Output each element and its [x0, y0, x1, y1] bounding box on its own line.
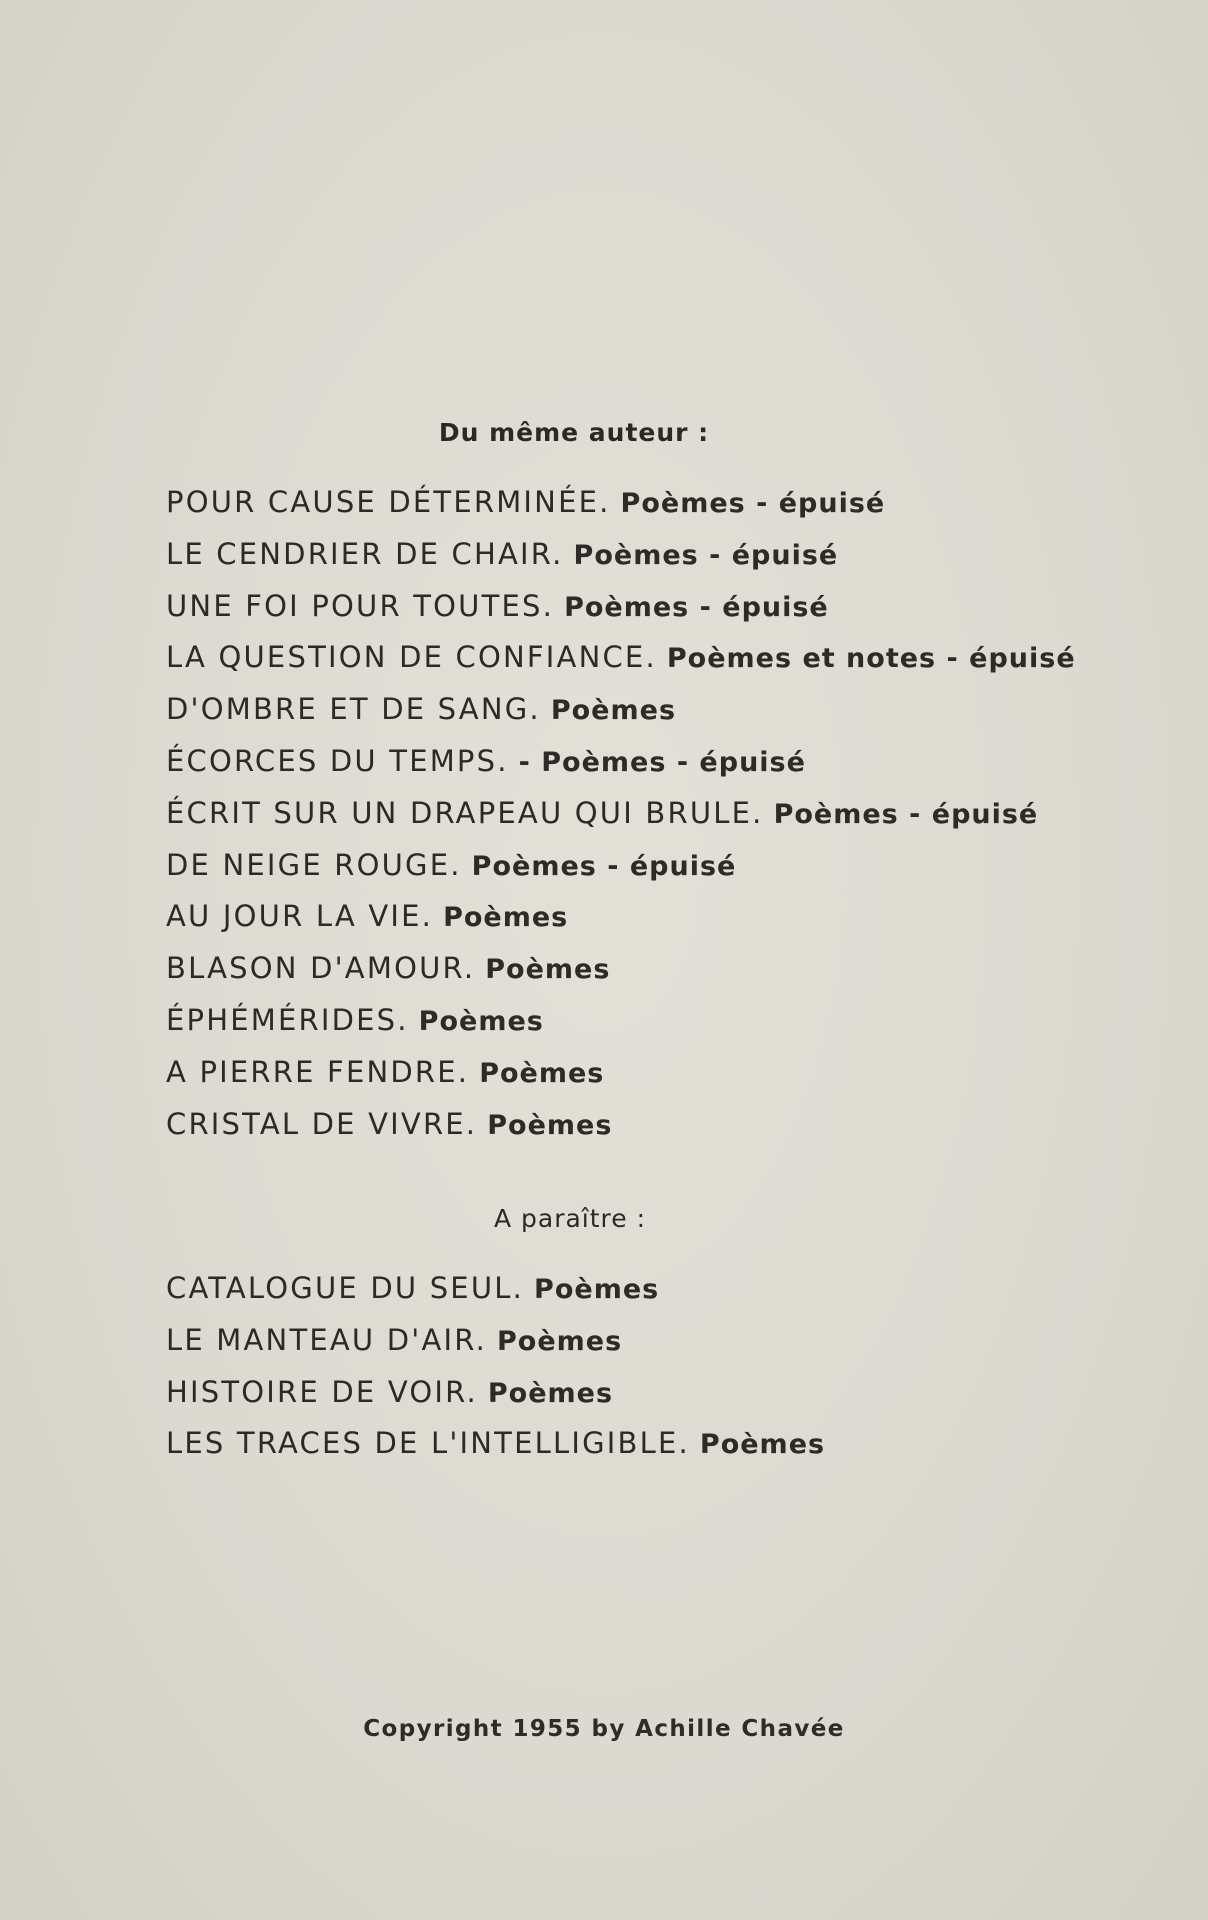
list-item: [166, 534, 1076, 586]
book-desc: Poèmes - épuisé: [620, 488, 886, 519]
book-title: HISTOIRE DE VOIR.: [166, 1374, 478, 1409]
book-title: LE CENDRIER DE CHAIR.: [166, 536, 564, 571]
list-item: [166, 637, 1076, 689]
list-item: [166, 1268, 825, 1320]
book-title: CATALOGUE DU SEUL.: [166, 1271, 525, 1305]
book-title: D'OMBRE ET DE SANG.: [166, 692, 541, 727]
book-title: A PIERRE FENDRE.: [166, 1054, 470, 1089]
list-item: [166, 482, 1076, 534]
list-item: [166, 948, 1076, 1000]
book-desc: Poèmes: [418, 1005, 544, 1037]
book-title: ÉCRIT SUR UN DRAPEAU QUI BRULE.: [166, 795, 764, 830]
forthcoming-list: [166, 1268, 825, 1475]
same-author-heading: Du même auteur :: [438, 418, 710, 447]
book-title: ÉPHÉMÉRIDES.: [166, 1002, 409, 1037]
book-desc: Poèmes: [485, 954, 611, 986]
book-desc: Poèmes - épuisé: [573, 539, 839, 571]
book-desc: Poèmes: [487, 1109, 613, 1141]
list-item: [166, 741, 1076, 793]
book-desc: Poèmes - épuisé: [471, 850, 737, 882]
forthcoming-heading: A paraître :: [493, 1204, 647, 1233]
book-desc: Poèmes: [699, 1429, 826, 1461]
book-desc: Poèmes: [479, 1057, 605, 1089]
book-title: LES TRACES DE L'INTELLIGIBLE.: [166, 1426, 690, 1461]
copyright-notice: Copyright 1955 by Achille Chavée: [363, 1716, 845, 1742]
list-item: [166, 1320, 825, 1372]
book-title: CRISTAL DE VIVRE.: [166, 1106, 478, 1141]
book-title: LA QUESTION DE CONFIANCE.: [166, 640, 657, 675]
list-item: [166, 689, 1076, 741]
same-author-list: [166, 482, 1076, 1155]
list-item: [166, 793, 1076, 845]
book-desc: Poèmes et notes - épuisé: [666, 643, 1076, 675]
list-item: [166, 1372, 825, 1424]
book-desc: Poèmes - épuisé: [773, 798, 1039, 830]
book-title: POUR CAUSE DÉTERMINÉE.: [166, 485, 611, 519]
book-desc: Poèmes: [443, 902, 569, 934]
book-title: BLASON D'AMOUR.: [166, 951, 476, 986]
book-desc: Poèmes: [497, 1325, 623, 1357]
book-title: DE NEIGE ROUGE.: [166, 847, 462, 882]
book-title: ÉCORCES DU TEMPS.: [166, 743, 509, 778]
list-item: [166, 586, 1076, 638]
book-title: AU JOUR LA VIE.: [166, 899, 434, 934]
book-desc: Poèmes: [550, 695, 677, 727]
list-item: [166, 1000, 1076, 1052]
book-title: UNE FOI POUR TOUTES.: [166, 588, 555, 623]
list-item: [166, 845, 1076, 897]
book-desc: - Poèmes - épuisé: [518, 746, 806, 778]
book-desc: Poèmes: [534, 1274, 660, 1305]
book-title: LE MANTEAU D'AIR.: [166, 1322, 487, 1357]
book-desc: Poèmes: [487, 1377, 614, 1409]
book-desc: Poèmes - épuisé: [564, 591, 829, 623]
list-item: [166, 1423, 825, 1475]
list-item: [166, 1052, 1076, 1104]
list-item: [166, 1104, 1076, 1156]
list-item: [166, 896, 1076, 948]
